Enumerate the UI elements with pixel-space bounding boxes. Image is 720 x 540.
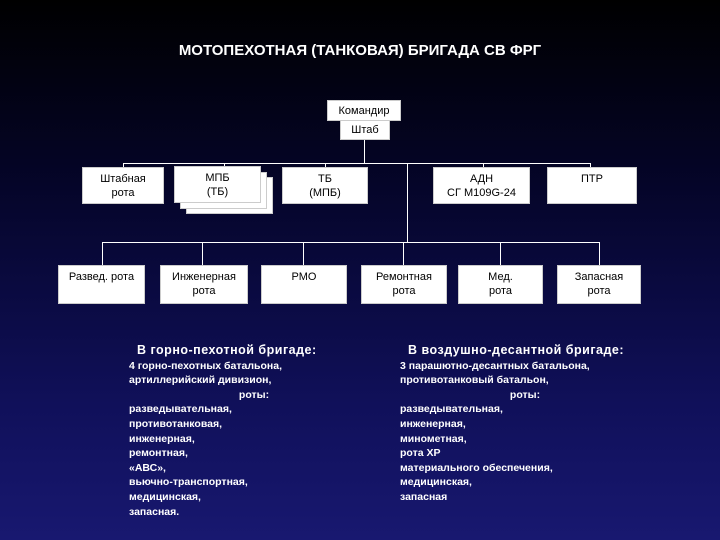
note-line: «АВС»,: [129, 461, 166, 474]
note-line: запасная.: [129, 505, 180, 518]
airborne-heading: В воздушно-десантной бригаде:: [408, 343, 625, 357]
org-box-tank-battalion: ТБ (МПБ): [282, 167, 368, 204]
org-box-rmo: РМО: [261, 265, 347, 304]
note-line: ремонтная,: [129, 447, 188, 460]
mountain-heading: В горно-пехотной бригаде:: [137, 343, 317, 357]
note-line: противотанковая,: [129, 417, 223, 430]
org-box-medical-company: Мед. рота: [458, 265, 543, 304]
connector-line: [364, 140, 365, 163]
connector-line: [102, 242, 599, 243]
airborne-brigade-notes: [400, 343, 650, 505]
companies-label: роты:: [238, 388, 270, 401]
note-line: разведывательная,: [129, 403, 232, 416]
connector-line: [303, 242, 304, 265]
org-box-artillery-battalion: АДН СГ М109G-24: [433, 167, 530, 204]
org-box-mech-inf-battalion: МПБ (ТБ): [174, 166, 261, 203]
note-line: 3 парашютно-десантных батальона,: [400, 359, 590, 372]
connector-line: [599, 242, 600, 265]
note-line: медицинская,: [129, 490, 201, 503]
note-line: минометная,: [400, 432, 467, 445]
org-box-repair-company: Ремонтная рота: [361, 265, 447, 304]
connector-line: [500, 242, 501, 265]
mountain-brigade-notes: [129, 343, 379, 519]
org-box-antitank-company: ПТР: [547, 167, 637, 204]
org-box-reserve-company: Запасная рота: [557, 265, 641, 304]
note-line: артиллерийский дивизион,: [129, 374, 272, 387]
note-line: 4 горно-пехотных батальона,: [129, 359, 282, 372]
org-box-hq-company: Штабная рота: [82, 167, 164, 204]
connector-line: [102, 242, 103, 265]
staff-box: Штаб: [340, 120, 390, 140]
note-line: рота ХР: [400, 447, 441, 460]
connector-line: [202, 242, 203, 265]
connector-line: [123, 163, 591, 164]
commander-box: Командир: [327, 100, 401, 121]
note-line: противотанковый батальон,: [400, 374, 549, 387]
note-line: запасная: [400, 490, 448, 503]
slide-title: МОТОПЕХОТНАЯ (ТАНКОВАЯ) БРИГАДА СВ ФРГ: [178, 42, 542, 59]
org-box-engineer-company: Инженерная рота: [160, 265, 248, 304]
note-line: инженерная,: [129, 432, 195, 445]
note-line: медицинская,: [400, 476, 472, 489]
companies-label: роты:: [509, 388, 541, 401]
note-line: инженерная,: [400, 417, 466, 430]
note-line: разведывательная,: [400, 403, 503, 416]
connector-line: [407, 163, 408, 242]
org-box-recon-company: Развед. рота: [58, 265, 145, 304]
connector-line: [403, 242, 404, 265]
note-line: материального обеспечения,: [400, 461, 553, 474]
note-line: вьючно-транспортная,: [129, 476, 248, 489]
